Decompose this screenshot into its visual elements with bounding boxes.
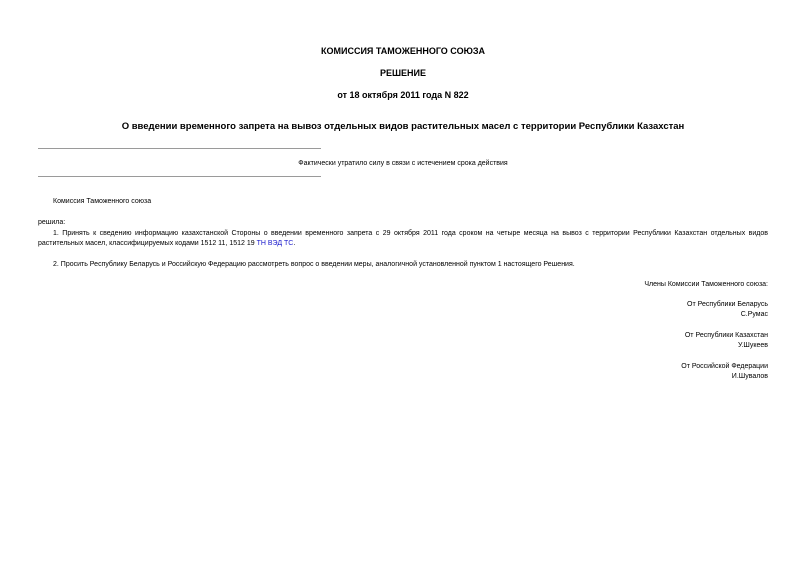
signatory-country: От Российской Федерации (681, 363, 768, 370)
status-note: Фактически утратило силу в связи с истечением срока действия (298, 160, 508, 167)
document-type: РЕШЕНИЕ (379, 68, 427, 78)
document-date: от 18 октября 2011 года N 822 (337, 90, 469, 100)
tnved-link[interactable]: ТН ВЭД ТС (256, 240, 294, 247)
signatory-country: От Республики Казахстан (684, 332, 768, 339)
signatory-name: У.Шукеев (737, 342, 768, 349)
organization-name: КОМИССИЯ ТАМОЖЕННОГО СОЮЗА (320, 46, 486, 56)
signatory-name: С.Румас (740, 311, 768, 318)
signatory-name: И.Шувалов (731, 373, 768, 380)
divider-top (38, 148, 321, 149)
decided-text: решила: (38, 219, 66, 226)
signatory-country: От Республики Беларусь (687, 301, 768, 308)
intro-text: Комиссия Таможенного союза (53, 198, 152, 205)
divider-bottom (38, 176, 321, 177)
decision-item-2: 2. Просить Республику Беларусь и Российскую Федерацию рассмотреть вопрос о введении меры, аналогичной установленной пунктом 1 настоящего Решения. (53, 261, 575, 268)
decision-item-1-end: . (293, 240, 296, 247)
decision-item-1 (38, 229, 768, 249)
members-heading: Члены Комиссии Таможенного союза: (644, 281, 768, 288)
decision-item-1-text: 1. Принять к сведению информацию казахстанской Стороны о введении временного запрета с 29 октября 2011 года сроком на четыре месяца на вывоз с территории Республики Казахстан отдельных видов растительных масел, классифицируемых кодами 1512 11, 1512 19 (38, 230, 768, 247)
document-title: О введении временного запрета на вывоз отдельных видов растительных масел с территории Республики Казахстан (121, 121, 685, 132)
